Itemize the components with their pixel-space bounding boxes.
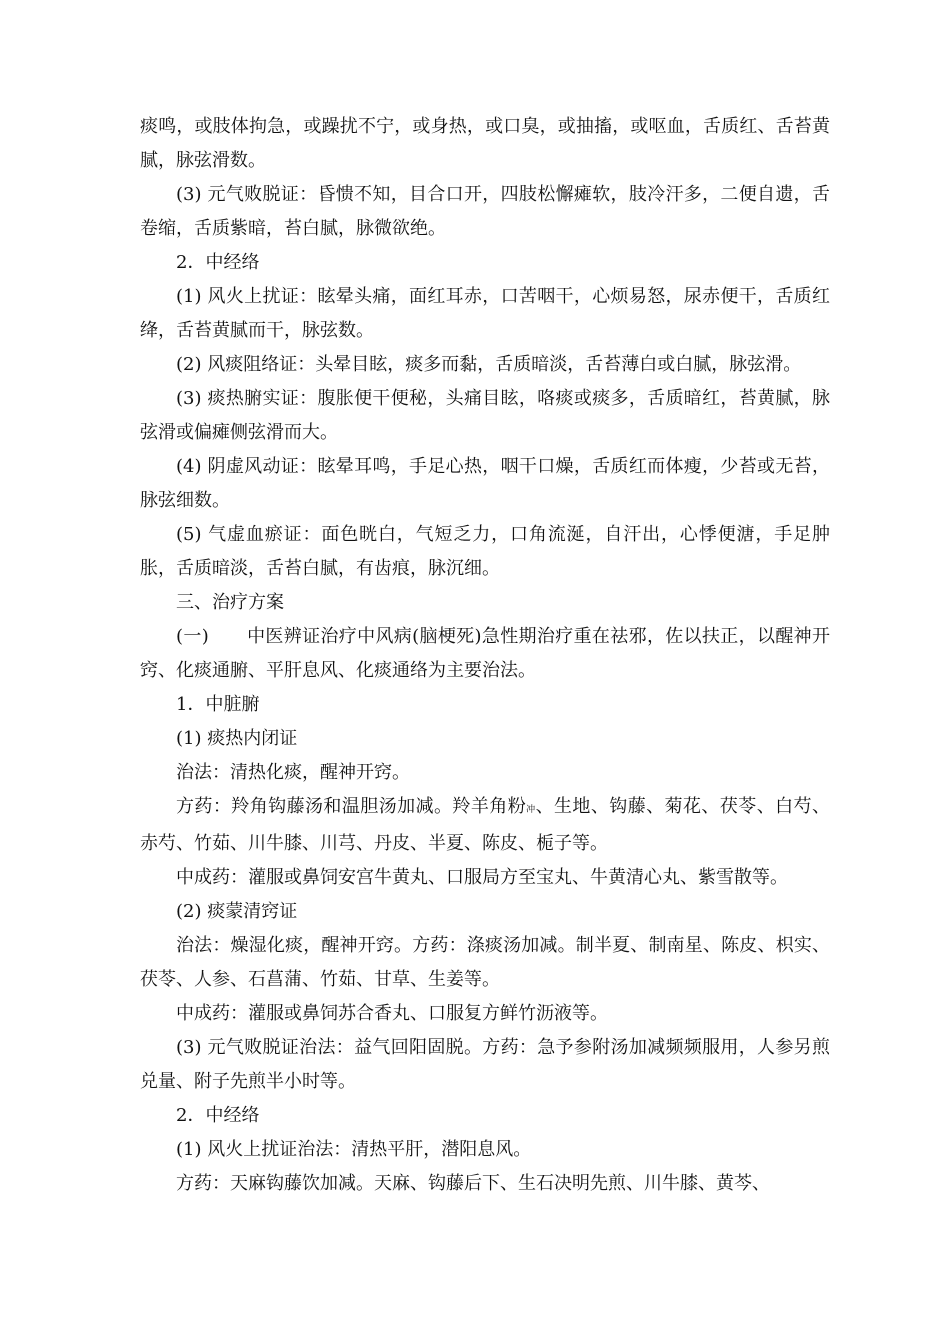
paragraph-treatment-intro bbox=[140, 620, 830, 688]
paragraph-zhongchengyao-1: 中成药：灌服或鼻饲安宫牛黄丸、口服局方至宝丸、牛黄清心丸、紫雪散等。 bbox=[176, 867, 788, 888]
heading-treatment-plan: 三、治疗方案 bbox=[176, 592, 284, 613]
paragraph-zhifa-1: 治法：清热化痰，醒神开窍。 bbox=[176, 762, 410, 783]
fangyao-1-before: 方药：羚角钩藤汤和温胆汤加减。羚羊角粉 bbox=[176, 796, 527, 817]
paragraph-yuanqi-zhifa: (3) 元气败脱证治法：益气回阳固脱。方药：急予参附汤加减频频服用，人参另煎兑量、附子先煎半小时等。 bbox=[140, 1037, 830, 1092]
heading-zhongjingluo-2: 2．中经络 bbox=[176, 1105, 260, 1126]
fangyao-1-after: 、生地、钩藤、菊花、茯苓、白芍、赤芍、竹茹、川牛膝、川芎、丹皮、半夏、陈皮、栀子等。 bbox=[140, 796, 830, 854]
paragraph-tanre-fushi: (3) 痰热腑实证：腹胀便干便秘，头痛目眩，咯痰或痰多，舌质暗红，苔黄腻，脉弦滑或偏瘫侧弦滑而大。 bbox=[140, 388, 830, 443]
heading-zhongjingluo: 2．中经络 bbox=[176, 252, 260, 273]
paragraph-fangyao-1 bbox=[140, 790, 830, 861]
paragraph-yinxu-fengdong: (4) 阴虚风动证：眩晕耳鸣，手足心热，咽干口燥，舌质红而体瘦，少苔或无苔，脉弦细数。 bbox=[140, 456, 830, 511]
paragraph-zhongchengyao-2: 中成药：灌服或鼻饲苏合香丸、口服复方鲜竹沥液等。 bbox=[176, 1003, 608, 1024]
paragraph-fangyao-tianma: 方药：天麻钩藤饮加减。天麻、钩藤后下、生石决明先煎、川牛膝、黄芩、 bbox=[176, 1173, 770, 1194]
paragraph-zhifa-2: 治法：燥湿化痰，醒神开窍。方药：涤痰汤加减。制半夏、制南星、陈皮、枳实、茯苓、人参、石菖蒲、竹茹、甘草、生姜等。 bbox=[140, 935, 830, 990]
heading-tanre-neibi: (1) 痰热内闭证 bbox=[176, 728, 298, 749]
enum-lead: (一) bbox=[176, 626, 209, 647]
paragraph-symptoms-cont: 痰鸣，或肢体拘急，或躁扰不宁，或身热，或口臭，或抽搐，或呕血，舌质红、舌苔黄腻，脉弦滑数。 bbox=[140, 116, 830, 171]
heading-tanmeng-qingqiao: (2) 痰蒙清窍证 bbox=[176, 901, 298, 922]
paragraph-fengtan: (2) 风痰阻络证：头晕目眩，痰多而黏，舌质暗淡，舌苔薄白或白腻，脉弦滑。 bbox=[176, 354, 802, 375]
fangyao-1-sub: 冲 bbox=[526, 805, 536, 815]
treatment-intro-text: 中医辨证治疗中风病(脑梗死)急性期治疗重在祛邪，佐以扶正，以醒神开窍、化痰通腑、平肝息风、化痰通络为主要治法。 bbox=[140, 626, 831, 681]
paragraph-fenghuo-zhifa: (1) 风火上扰证治法：清热平肝，潜阳息风。 bbox=[176, 1139, 532, 1160]
document-page bbox=[140, 110, 830, 1201]
paragraph-fenghuo: (1) 风火上扰证：眩晕头痛，面红耳赤，口苦咽干，心烦易怒，尿赤便干，舌质红绛，舌苔黄腻而干，脉弦数。 bbox=[140, 286, 830, 341]
paragraph-yuanqi-baituo: (3) 元气败脱证：昏愦不知，目合口开，四肢松懈瘫软，肢冷汗多，二便自遗，舌卷缩，舌质紫暗，苔白腻，脉微欲绝。 bbox=[140, 184, 830, 239]
heading-zhongzangfu: 1．中脏腑 bbox=[176, 694, 260, 715]
paragraph-qixu-xueyu: (5) 气虚血瘀证：面色晄白，气短乏力，口角流涎，自汗出，心悸便溏，手足肿胀，舌质暗淡，舌苔白腻，有齿痕，脉沉细。 bbox=[140, 524, 830, 579]
